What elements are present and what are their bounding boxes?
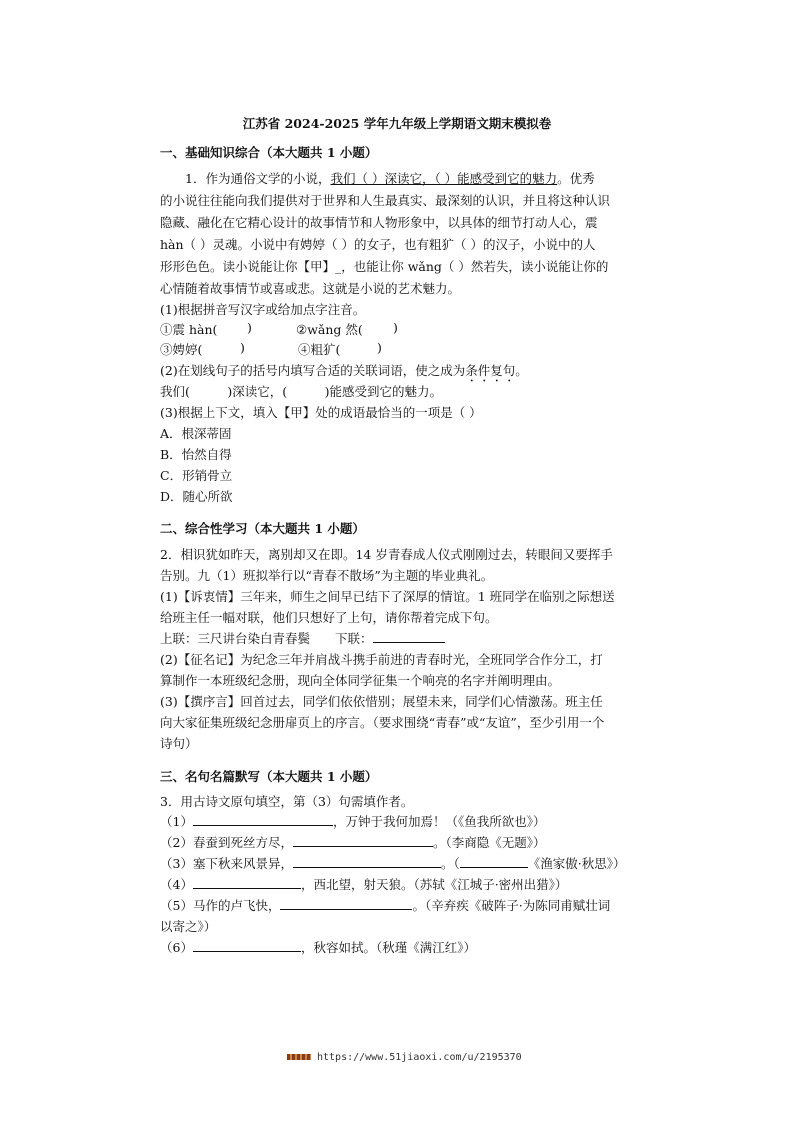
q1-line-1 — [185, 169, 595, 187]
q2-line-1: 2．相识犹如昨天，离别却又在即。14 岁青春成人仪式刚刚过去，转眼间又要挥手 — [160, 547, 613, 562]
q1-sub1: (1)根据拼音写汉字或给加点字注音。 — [160, 302, 366, 317]
q1-text: 1．作为通俗文学的小说， — [185, 171, 331, 186]
q1-sub2-fill-line: 我们( )深读它，( )能感受到它的魅力。 — [160, 384, 443, 399]
footer — [287, 1052, 522, 1063]
option-c: C．形销骨立 — [160, 468, 233, 483]
pinyin-item-4-close: ) — [377, 340, 382, 355]
pinyin-item-4-label: ④粗犷( — [298, 342, 341, 357]
poem-item-1-num: （1） — [160, 814, 193, 829]
q2-line-6: 算制作一本班级纪念册，现向全体同学征集一个响亮的名字并阐明理由。 — [160, 673, 561, 688]
q2-line-4: 给班主任一幅对联，他们只想好了上句，请你帮着完成下句。 — [160, 610, 498, 625]
q1-line-6: 心情随着故事情节或喜或悲。这就是小说的艺术魅力。 — [160, 281, 461, 296]
poem-item-5-text: （5）马作的卢飞快， — [160, 898, 281, 913]
page-title: 江苏省 2024-2025 学年九年级上学期语文期末模拟卷 — [242, 116, 552, 131]
poem-blank-5[interactable] — [280, 897, 412, 910]
poem-item-4 — [160, 875, 567, 893]
couplet-answer-blank[interactable] — [373, 630, 445, 643]
poem-item-3-text: （3）塞下秋来风景异， — [160, 856, 293, 871]
poem-item-2-text: （2）春蚕到死丝方尽， — [160, 835, 293, 850]
poem-item-1 — [160, 812, 545, 830]
pinyin-item-1-label: ①震 hàn( — [160, 322, 218, 337]
couplet-line — [160, 629, 445, 647]
poem-blank-4[interactable] — [193, 876, 301, 889]
q2-line-9: 诗句） — [160, 736, 198, 751]
pinyin-item-3-close: ) — [240, 340, 245, 355]
q1-sub2-text: (2)在划线句子的括号内填写合适的关联词语，使之成为 — [160, 363, 466, 378]
q1-line-3: 隐藏、融化在它精心设计的故事情节和人物形象中，以具体的细节打动人心，震 — [160, 215, 598, 230]
section-heading-2: 二、综合性学习（本大题共 1 小题） — [160, 521, 365, 536]
poem-item-2-source: 。（李商隐《无题》） — [432, 835, 546, 850]
q1-underlined-sentence: 我们（ ）深读它，（ ）能感受到它的魅力 — [330, 171, 558, 186]
footer-url-link[interactable]: https://www.51jiaoxi.com/u/2195370 — [317, 1052, 522, 1063]
poem-blank-6[interactable] — [193, 939, 301, 952]
couplet-text: 上联：三尺讲台染白青春鬓 下联： — [160, 631, 373, 646]
pinyin-item-3-label: ③娉婷( — [160, 342, 203, 357]
q3-intro: 3．用古诗文原句填空，第（3）句需填作者。 — [160, 794, 414, 809]
poem-blank-3-author[interactable] — [460, 855, 528, 868]
poem-item-1-text: ，万钟于我何加焉！（《鱼我所欲也》） — [332, 814, 546, 829]
q2-line-5: (2)【征名记】为纪念三年并肩战斗携手前进的青春时光，全班同学合作分工，打 — [160, 652, 603, 667]
poem-item-3 — [160, 854, 625, 872]
q1-sub3: (3)根据上下文，填入【甲】处的成语最恰当的一项是（ ） — [160, 405, 482, 420]
pinyin-item-2-label: ②wǎng 然( — [296, 322, 363, 337]
poem-item-6-text: ，秋容如拭。（秋瑾《满江红》） — [300, 940, 476, 955]
poem-item-5 — [160, 896, 610, 914]
q1-line-2: 的小说往往能向我们提供对于世界和人生最真实、最深刻的认识，并且将这种认识 — [160, 193, 611, 208]
poem-blank-1[interactable] — [193, 813, 333, 826]
poem-blank-2[interactable] — [293, 834, 433, 847]
poem-item-6 — [160, 938, 476, 956]
option-b: B．怡然自得 — [160, 447, 232, 462]
q2-line-7: (3)【撰序言】回首过去，同学们依依惜别；展望未来，同学们心情激荡。班主任 — [160, 694, 603, 709]
poem-item-4-num: （4） — [160, 877, 193, 892]
pinyin-item-1-close: ) — [247, 320, 252, 335]
poem-item-5-source: 。（辛弃疾《破阵子·为陈同甫赋壮词 — [412, 898, 611, 913]
poem-item-3-sep: 。（ — [440, 856, 460, 871]
q1-sub2-emphasis: 条件复句 — [465, 363, 516, 378]
q1-sub2-end: 。 — [515, 363, 528, 378]
poem-item-5-cont: 以寄之》） — [160, 919, 217, 934]
poem-blank-3[interactable] — [293, 855, 441, 868]
q1-text-end: 。优秀 — [557, 171, 595, 186]
poem-item-4-text: ，西北望，射天狼。（苏轼《江城子·密州出猎》） — [300, 877, 568, 892]
q2-line-8: 向大家征集班级纪念册扉页上的序言。（要求围绕“青春”或“友谊”，至少引用一个 — [160, 715, 605, 730]
site-logo-icon — [287, 1054, 311, 1060]
poem-item-3-source: 《渔家傲·秋思》） — [527, 856, 626, 871]
option-a: A．根深蒂固 — [160, 426, 232, 441]
q2-line-3: (1)【诉衷情】三年来，师生之间早已结下了深厚的情谊。1 班同学在临别之际想送 — [160, 589, 615, 604]
option-d: D．随心所欲 — [160, 489, 233, 504]
poem-item-2 — [160, 833, 545, 851]
poem-item-6-num: （6） — [160, 940, 193, 955]
q2-line-2: 告别。九（1）班拟举行以“青春不散场”为主题的毕业典礼。 — [160, 568, 494, 583]
q1-line-5: 形形色色。读小说能让你【甲】_，也能让你 wǎng（ ）然若失，读小说能让你的 — [160, 259, 609, 274]
section-heading-3: 三、名句名篇默写（本大题共 1 小题） — [160, 769, 378, 784]
section-heading-1: 一、基础知识综合（本大题共 1 小题） — [160, 145, 378, 160]
q1-line-4: hàn（ ）灵魂。小说中有娉婷（ ）的女子，也有粗犷（ ）的汉子，小说中的人 — [160, 237, 596, 252]
pinyin-item-2-close: ) — [393, 320, 398, 335]
